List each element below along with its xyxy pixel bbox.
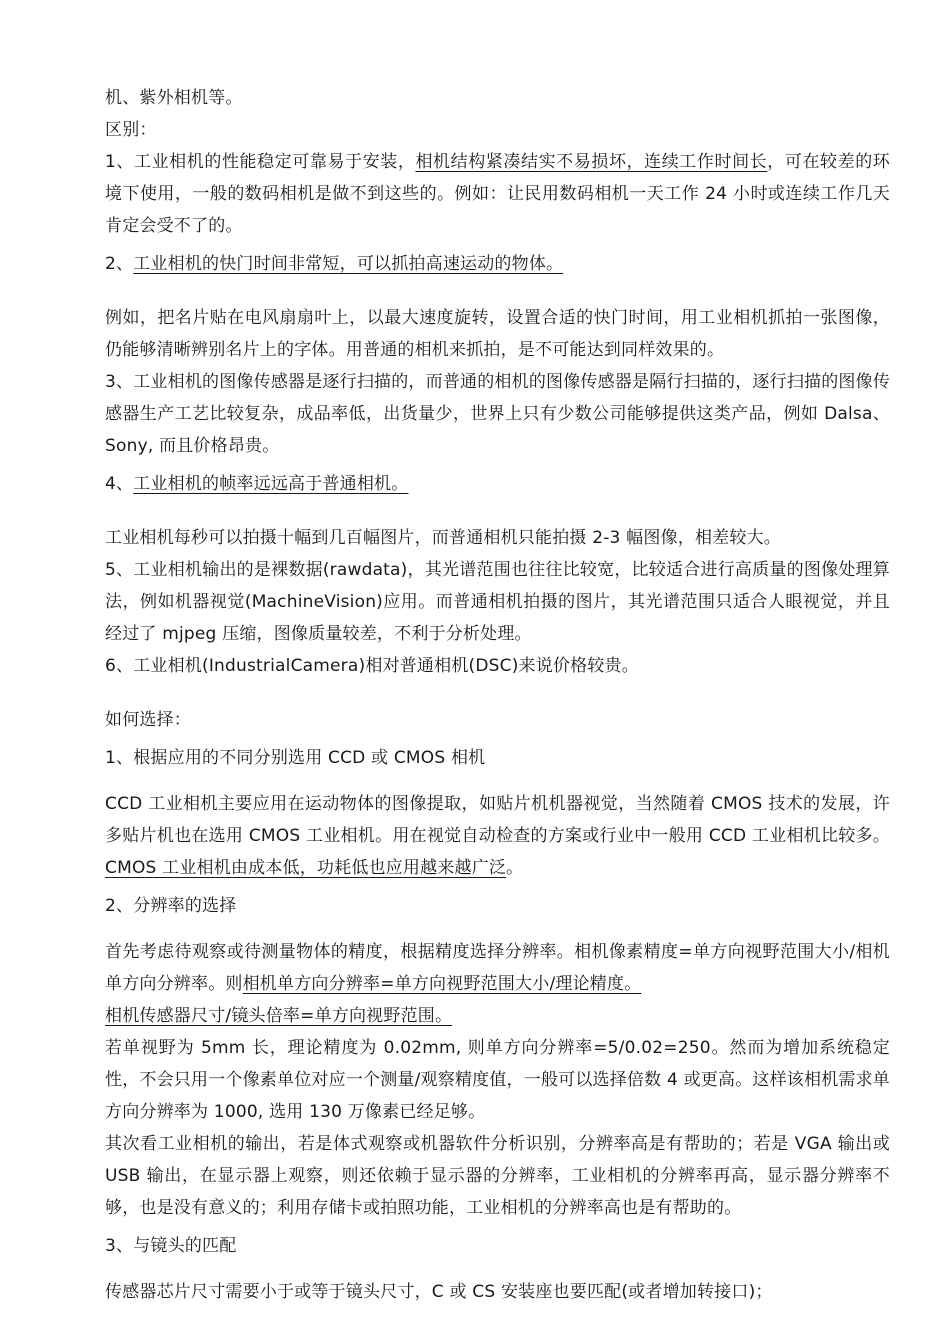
selection-item-2-underlined: 相机单方向分辨率=单方向视野范围大小/理论精度。 <box>242 974 642 994</box>
selection-item-1-body <box>105 788 890 884</box>
difference-item-1-text: 1、工业相机的性能稳定可靠易于安装， <box>105 152 416 172</box>
difference-item-2 <box>105 248 890 280</box>
difference-item-4-underlined: 工业相机的帧率远远高于普通相机。 <box>133 474 409 494</box>
difference-item-1-rest: ，可在较差的环境下使用，一般的数码相机是做不到这些的。例如：让民用数码相机一天工作 24 小时或连续工作几天肯定会受不了的。 <box>105 152 891 236</box>
intro-tail: 机、紫外相机等。 <box>105 88 243 108</box>
selection-item-2-example: 若单视野为 5mm 长，理论精度为 0.02mm, 则单方向分辨率=5/0.02=250。然而为增加系统稳定性，不会只用一个像素单位对应一个测量/观察精度值，一般可以选择倍数 4 或更高。这样该相机需求单方向分辨率为 1000, 选用 130 万像素已经足够。 <box>105 1038 890 1122</box>
selection-item-2-text: 首先考虑待观察或待测量物体的精度，根据精度选择分辨率。相机像素精度=单方向视野范围大小/相机单方向分辨率。则 <box>105 942 890 994</box>
selection-item-3-body: 传感器芯片尺寸需要小于或等于镜头尺寸，C 或 CS 安装座也要匹配(或者增加转接口)； <box>105 1282 773 1302</box>
selection-item-1-underlined: CMOS 工业相机由成本低，功耗低也应用越来越广泛 <box>105 858 507 878</box>
difference-item-5: 5、工业相机输出的是裸数据(rawdata)，其光谱范围也往往比较宽，比较适合进行高质量的图像处理算法，例如机器视觉(MachineVision)应用。而普通相机拍摄的图片，其光谱范围只适合人眼视觉，并且经过了 mjpeg 压缩，图像质量较差，不利于分析处理。 <box>105 560 890 644</box>
difference-item-2-underlined: 工业相机的快门时间非常短，可以抓拍高速运动的物体。 <box>133 254 564 274</box>
difference-item-4 <box>105 468 890 500</box>
selection-item-2-formula <box>105 1000 890 1032</box>
selection-item-1-heading: 1、根据应用的不同分别选用 CCD 或 CMOS 相机 <box>105 748 486 768</box>
difference-item-3: 3、工业相机的图像传感器是逐行扫描的，而普通的相机的图像传感器是隔行扫描的，逐行扫描的图像传感器生产工艺比较复杂，成品率低，出货量少，世界上只有少数公司能够提供这类产品，例如 Dalsa、Sony, 而且价格昂贵。 <box>105 372 891 456</box>
difference-item-4-detail: 工业相机每秒可以拍摄十幅到几百幅图片，而普通相机只能拍摄 2-3 幅图像，相差较大。 <box>105 528 781 548</box>
selection-heading: 如何选择： <box>105 710 191 730</box>
selection-item-1-text: CCD 工业相机主要应用在运动物体的图像提取，如贴片机机器视觉，当然随着 CMOS 技术的发展，许多贴片机也在选用 CMOS 工业相机。用在视觉自动检查的方案或行业中一般用 CCD 工业相机比较多。 <box>105 794 890 846</box>
difference-item-4-number: 4、 <box>105 474 134 494</box>
difference-item-1 <box>105 146 890 242</box>
difference-heading: 区别： <box>105 120 157 140</box>
difference-item-2-detail: 例如，把名片贴在电风扇扇叶上，以最大速度旋转，设置合适的快门时间，用工业相机抓拍一张图像，仍能够清晰辨别名片上的字体。用普通的相机来抓拍，是不可能达到同样效果的。 <box>105 308 890 360</box>
selection-item-2-heading: 2、分辨率的选择 <box>105 896 237 916</box>
selection-item-2-output: 其次看工业相机的输出，若是体式观察或机器软件分析识别，分辨率高是有帮助的；若是 VGA 输出或 USB 输出，在显示器上观察，则还依赖于显示器的分辨率，工业相机的分辨率再高，显示器分辨率不够，也是没有意义的；利用存储卡或拍照功能，工业相机的分辨率高也是有帮助的。 <box>105 1134 890 1218</box>
document-page <box>105 82 890 1308</box>
sensor-size-formula: 相机传感器尺寸/镜头倍率=单方向视野范围。 <box>105 1006 453 1026</box>
selection-item-1-end: 。 <box>506 858 524 878</box>
difference-item-1-underlined: 相机结构紧凑结实不易损坏，连续工作时间长 <box>415 152 768 172</box>
selection-item-2-body <box>105 936 890 1000</box>
selection-item-3-heading: 3、与镜头的匹配 <box>105 1236 237 1256</box>
difference-item-2-number: 2、 <box>105 254 134 274</box>
difference-item-6: 6、工业相机(IndustrialCamera)相对普通相机(DSC)来说价格较贵。 <box>105 656 639 676</box>
